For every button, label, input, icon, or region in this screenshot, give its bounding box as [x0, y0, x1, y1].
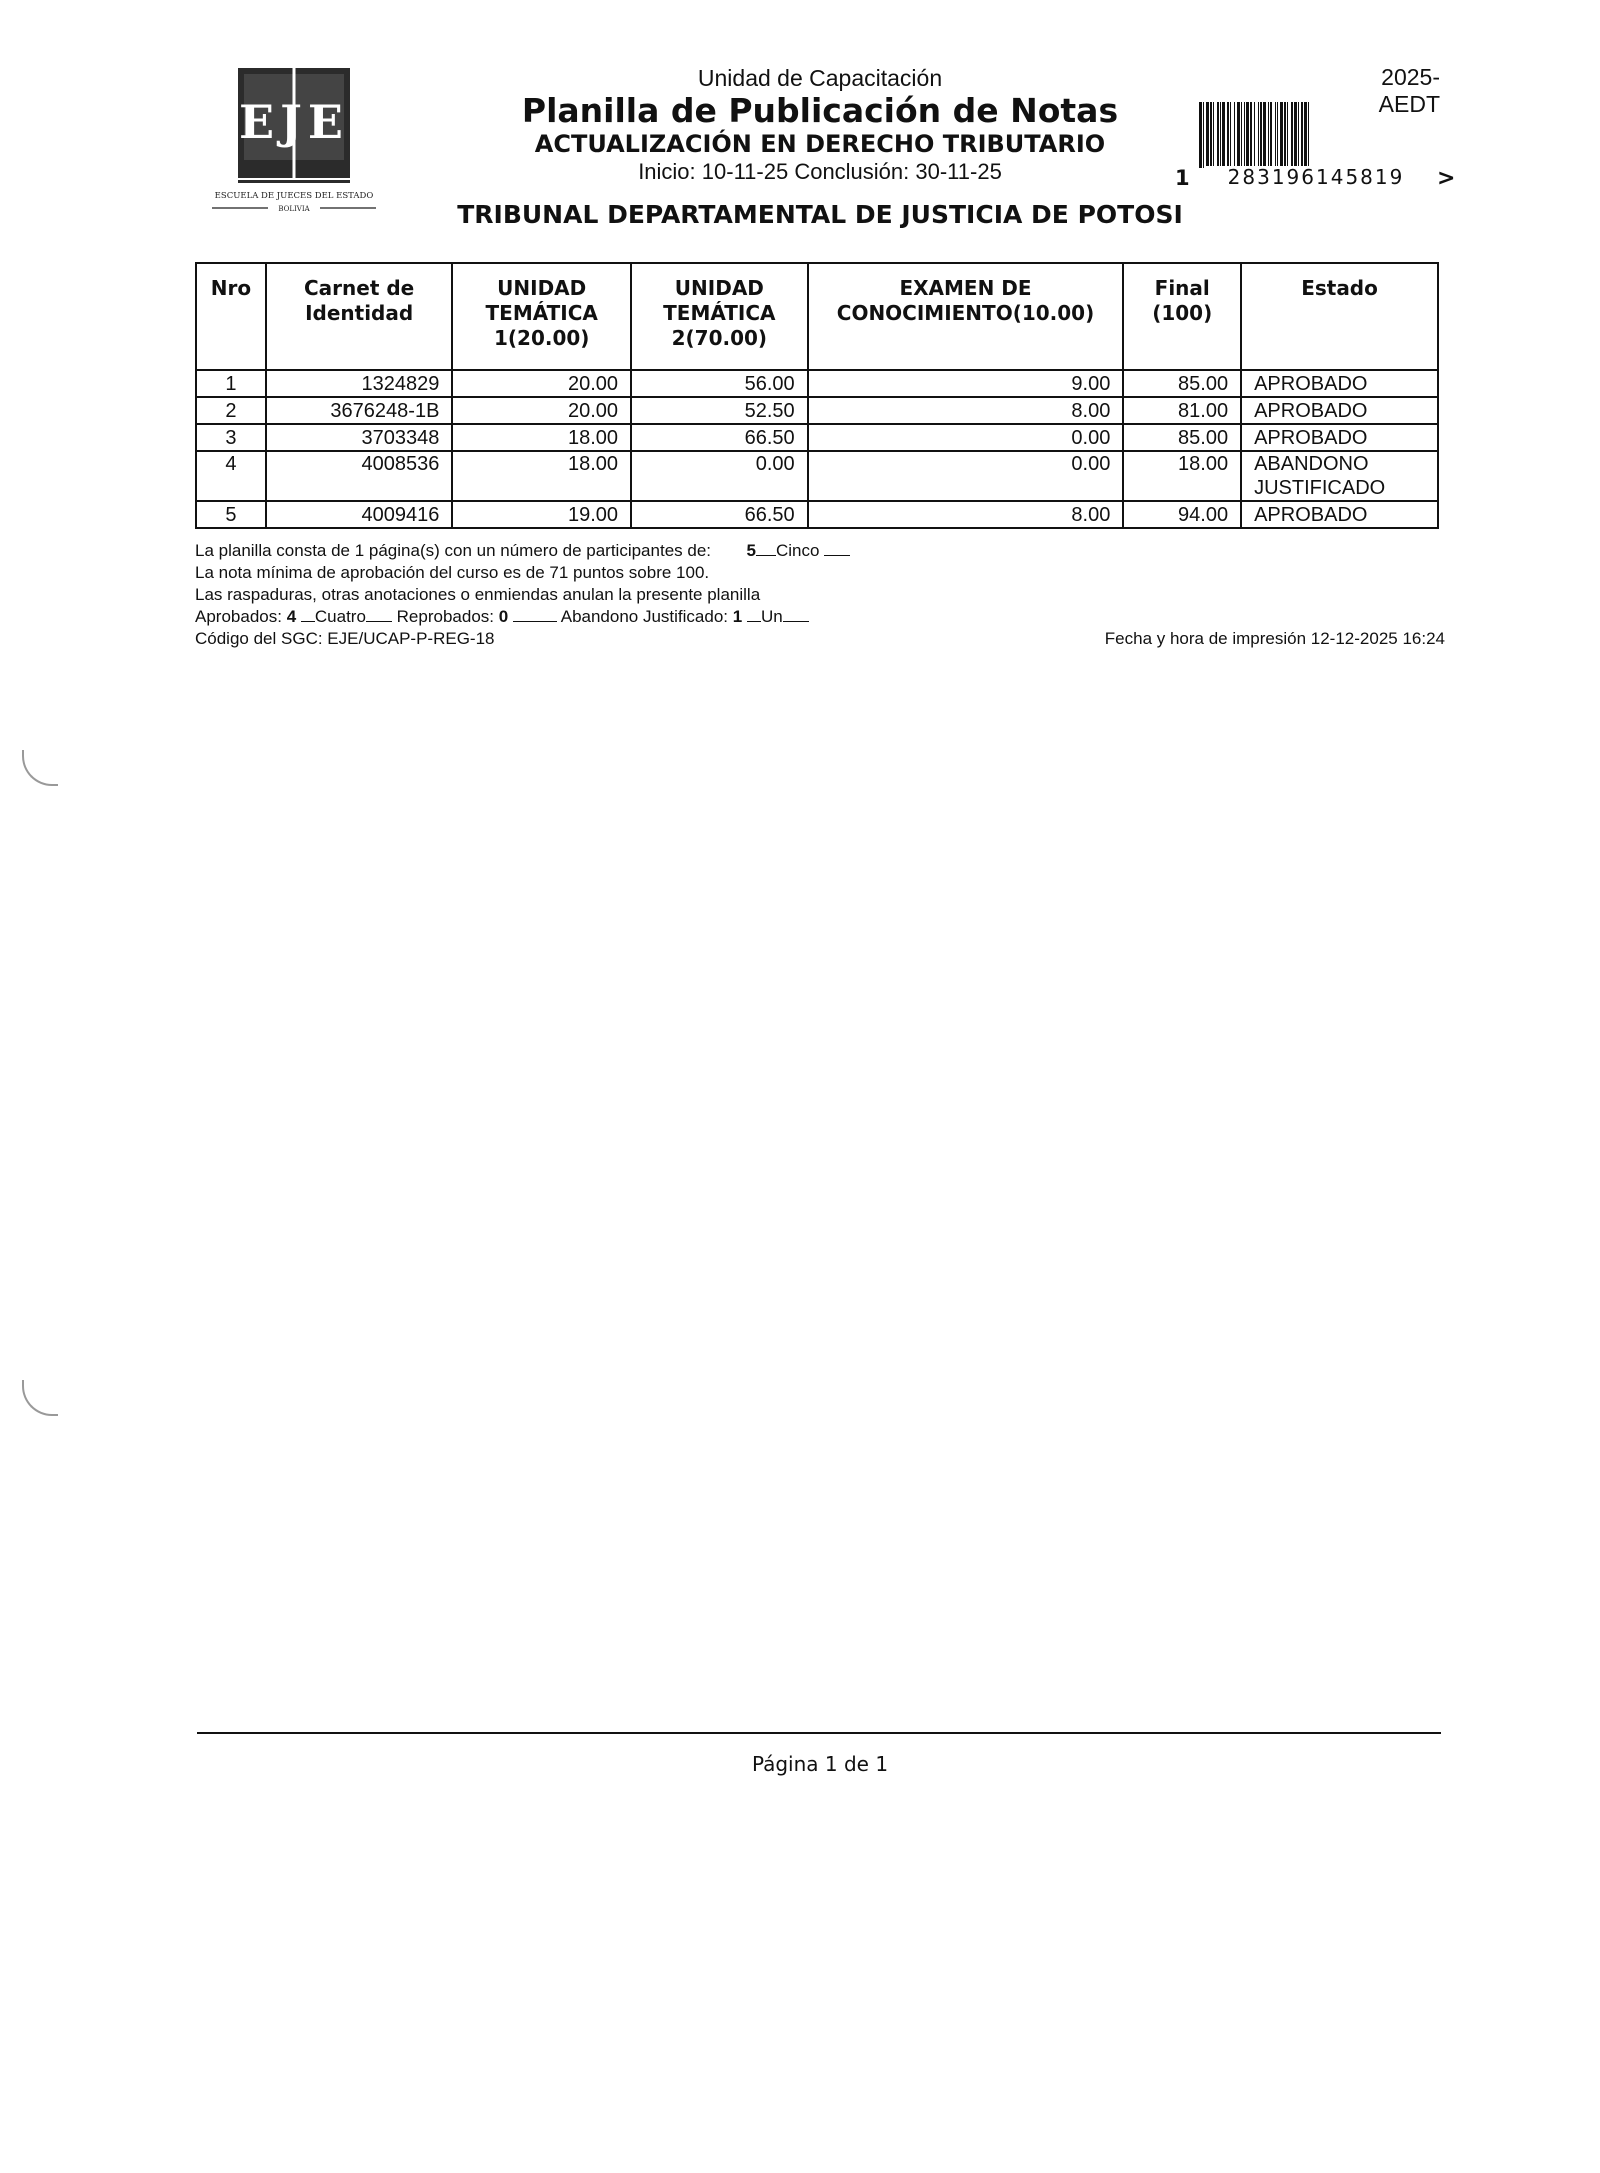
cell-ut1: 18.00	[452, 424, 631, 451]
cell-nro: 4	[196, 451, 266, 501]
cell-exam: 8.00	[808, 397, 1124, 424]
tribunal-name: TRIBUNAL DEPARTAMENTAL DE JUSTICIA DE POTOSI	[457, 200, 1183, 229]
barcode-left-digit: 1	[1175, 166, 1190, 190]
cell-exam: 0.00	[808, 451, 1124, 501]
cell-carnet: 4008536	[266, 451, 453, 501]
cell-estado: ABANDONO JUSTIFICADO	[1241, 451, 1438, 501]
cell-carnet: 1324829	[266, 370, 453, 397]
cell-final: 18.00	[1123, 451, 1241, 501]
unit-name: Unidad de Capacitación	[697, 65, 943, 91]
page-number: Página 1 de 1	[751, 1752, 889, 1776]
cell-final: 94.00	[1123, 501, 1241, 528]
institution-logo	[208, 62, 380, 212]
cell-exam: 0.00	[808, 424, 1124, 451]
header-unidad-2: UNIDAD TEMÁTICA 2(70.00)	[631, 263, 808, 370]
barcode	[1175, 102, 1455, 192]
header-unidad-1: UNIDAD TEMÁTICA 1(20.00)	[452, 263, 631, 370]
cell-final: 85.00	[1123, 370, 1241, 397]
punch-hole-mark	[22, 1380, 58, 1416]
participants-word: Cinco	[775, 541, 820, 560]
cell-ut1: 20.00	[452, 370, 631, 397]
logo-letters: EJE	[239, 95, 349, 149]
cell-nro: 2	[196, 397, 266, 424]
cell-estado: APROBADO	[1241, 501, 1438, 528]
cell-exam: 9.00	[808, 370, 1124, 397]
cell-exam: 8.00	[808, 501, 1124, 528]
cell-final: 85.00	[1123, 424, 1241, 451]
barcode-right-mark: >	[1437, 166, 1456, 191]
header-carnet: Carnet de Identidad	[266, 263, 453, 370]
header-examen: EXAMEN DE CONOCIMIENTO(10.00)	[808, 263, 1124, 370]
notes-section	[195, 540, 1445, 650]
table-row	[196, 501, 1438, 528]
header-nro: Nro	[196, 263, 266, 370]
print-date: Fecha y hora de impresión 12-12-2025 16:24	[1104, 629, 1445, 648]
aprobados-number: 4	[286, 607, 297, 626]
cell-carnet: 4009416	[266, 501, 453, 528]
logo-subcaption: BOLIVIA	[278, 205, 310, 212]
punch-hole-mark	[22, 750, 58, 786]
cell-nro: 3	[196, 424, 266, 451]
document-header	[445, 64, 1195, 186]
cell-final: 81.00	[1123, 397, 1241, 424]
cell-ut2: 0.00	[631, 451, 808, 501]
barcode-number: 283196145819	[1205, 166, 1427, 188]
cell-ut2: 52.50	[631, 397, 808, 424]
sgc-code: Código del SGC: EJE/UCAP-P-REG-18	[195, 629, 495, 648]
reprobados-number: 0	[498, 607, 509, 626]
abandono-word: Un	[760, 607, 783, 626]
abandono-number: 1	[732, 607, 743, 626]
table-header-row	[196, 263, 1438, 370]
table-row	[196, 370, 1438, 397]
cell-nro: 1	[196, 370, 266, 397]
cell-carnet: 3676248-1B	[266, 397, 453, 424]
participants-text: La planilla consta de 1 página(s) con un número de participantes de:	[195, 541, 712, 560]
cell-ut2: 56.00	[631, 370, 808, 397]
table-row	[196, 451, 1438, 501]
cell-ut2: 66.50	[631, 501, 808, 528]
table-row	[196, 397, 1438, 424]
course-dates: Inicio: 10-11-25 Conclusión: 30-11-25	[638, 159, 1002, 184]
cell-ut2: 66.50	[631, 424, 808, 451]
document-title: Planilla de Publicación de Notas	[521, 91, 1119, 130]
reprobados-label: Reprobados:	[396, 607, 494, 626]
cell-estado: APROBADO	[1241, 424, 1438, 451]
sgc-line	[195, 628, 1445, 650]
cell-estado: APROBADO	[1241, 370, 1438, 397]
header-estado: Estado	[1241, 263, 1438, 370]
participants-number: 5	[746, 541, 756, 560]
document-code: 2025-AEDT	[1378, 64, 1440, 117]
summary-line	[195, 606, 1445, 628]
cell-ut1: 20.00	[452, 397, 631, 424]
abandono-label: Abandono Justificado:	[560, 607, 729, 626]
course-name: ACTUALIZACIÓN EN DERECHO TRIBUTARIO	[534, 130, 1106, 158]
footer-divider	[197, 1732, 1441, 1734]
cell-nro: 5	[196, 501, 266, 528]
erasure-line: Las raspaduras, otras anotaciones o enmiendas anulan la presente planilla	[195, 585, 761, 604]
aprobados-label: Aprobados:	[195, 607, 282, 626]
logo-caption: ESCUELA DE JUECES DEL ESTADO	[214, 191, 374, 201]
cell-estado: APROBADO	[1241, 397, 1438, 424]
participants-line	[195, 540, 1445, 562]
eje-logo-icon	[208, 62, 380, 212]
table-row	[196, 424, 1438, 451]
cell-ut1: 19.00	[452, 501, 631, 528]
min-grade-line: La nota mínima de aprobación del curso es de 71 puntos sobre 100.	[195, 563, 710, 582]
grades-table	[195, 262, 1439, 529]
cell-carnet: 3703348	[266, 424, 453, 451]
cell-ut1: 18.00	[452, 451, 631, 501]
header-final: Final (100)	[1123, 263, 1241, 370]
aprobados-word: Cuatro	[314, 607, 366, 626]
